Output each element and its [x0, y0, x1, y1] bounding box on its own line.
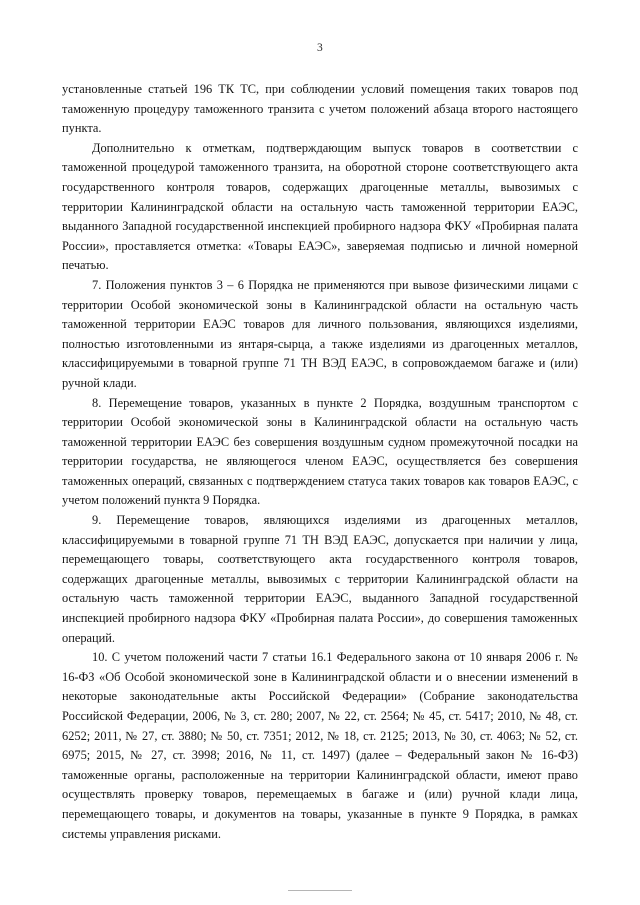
paragraph-additional: Дополнительно к отметкам, подтверждающим выпуск товаров в соответствии с таможенной процедурой таможенного транзита, на оборотной стороне соответствующего акта государственного контроля товаров, содержащих драгоценные металлы, вывозимых с территории Калининградской области на остальную часть таможенной территории ЕАЭС, выданного Западной государственной инспекцией пробирного надзора ФКУ «Пробирная палата России», проставляется отметка: «Товары ЕАЭС», заверяемая подписью и личной номерной печатью. — [62, 140, 578, 273]
paragraph-continued: установленные статьей 196 ТК ТС, при соблюдении условий помещения таких товаров под таможенную процедуру таможенного транзита с учетом положений абзаца второго настоящего пункта. — [62, 82, 578, 136]
paragraph-item-8: 8. Перемещение товаров, указанных в пункте 2 Порядка, воздушным транспортом с территории Особой экономической зоны в Калининградской области на остальную часть таможенной территории ЕАЭС без совершения воздушным судном промежуточной посадки на территории государства, не являющегося членом ЕАЭС, осуществляется без совершения таможенных операций, связанных с подтверждением статуса таких товаров как товаров ЕАЭС, с учетом положений пункта 9 Порядка. — [62, 395, 578, 508]
document-body — [62, 80, 578, 844]
page-number: 3 — [317, 42, 323, 54]
footer-divider — [288, 890, 352, 891]
paragraph-item-7: 7. Положения пунктов 3 – 6 Порядка не применяются при вывозе физическими лицами с территории Особой экономической зоны в Калининградской области на остальную часть таможенной территории ЕАЭС товаров для личного пользования, являющихся изделиями, полностью изготовленными из янтаря-сырца, а также изделиями из драгоценных металлов, классифицируемыми в товарной группе 71 ТН ВЭД ЕАЭС, в сопровождаемом багаже и (или) ручной клади. — [62, 277, 578, 390]
paragraph-item-10: 10. С учетом положений части 7 статьи 16.1 Федерального закона от 10 января 2006 г. № 16-ФЗ «Об Особой экономической зоне в Калининградской области и о внесении изменений в некоторые законодательные акты Российской Федерации» (Собрание законодательства Российской Федерации, 2006, № 3, ст. 280; 2007, № 22, ст. 2564; № 45, ст. 5417; 2010, № 48, ст. 6252; 2011, № 27, ст. 3880; № 50, ст. 7351; 2012, № 18, ст. 2125; 2013, № 30, ст. 4063; № 52, ст. 6975; 2015, № 27, ст. 3998; 2016, № 11, ст. 1497) (далее – Федеральный закон № 16-ФЗ) таможенные органы, расположенные на территории Калининградской области, имеют право осуществлять проверку товаров, перемещаемых в багаже и (или) ручной клади лица, перемещающего товары, и документов на товары, указанные в пункте 9 Порядка, в рамках системы управления рисками. — [62, 650, 578, 841]
paragraph-item-9: 9. Перемещение товаров, являющихся изделиями из драгоценных металлов, классифицируемыми в товарной группе 71 ТН ВЭД ЕАЭС, допускается при наличии у лица, перемещающего товары, соответствующего акта государственного контроля товаров, содержащих драгоценные металлы, вывозимых с территории Калининградской области на остальную часть таможенной территории ЕАЭС, выданного Западной государственной инспекцией пробирного надзора ФКУ «Пробирная палата России», до совершения таможенных операций. — [62, 513, 578, 645]
